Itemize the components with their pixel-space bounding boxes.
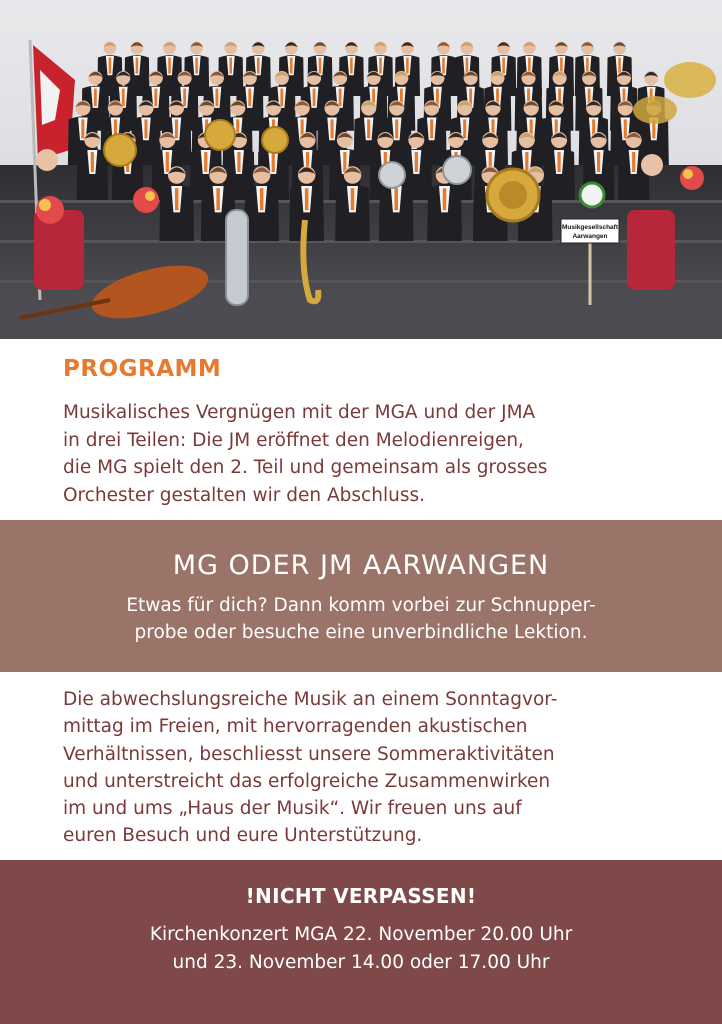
programm-line: Orchester gestalten wir den Abschluss. xyxy=(63,484,425,506)
info-text xyxy=(63,686,663,850)
info-line: und unterstreicht das erfolgreiche Zusammenwirken xyxy=(63,770,551,792)
programm-text xyxy=(63,399,653,509)
cta-heading: !NICHT VERPASSEN! xyxy=(245,884,477,908)
cta-text xyxy=(40,921,682,977)
sign-line-1: Musikgesellschaft xyxy=(562,224,618,231)
programm-heading: PROGRAMM xyxy=(63,356,222,382)
band-photo-illustration xyxy=(0,0,722,339)
cta-line: Kirchenkonzert MGA 22. November 20.00 Uhr xyxy=(149,924,573,945)
info-line: mittag im Freien, mit hervorragenden akustischen xyxy=(63,716,528,738)
info-section xyxy=(0,672,722,860)
recruitment-text xyxy=(60,592,662,646)
info-line: Die abwechslungsreiche Musik an einem Sonntagvor- xyxy=(63,689,558,710)
info-line: euren Besuch und eure Unterstützung. xyxy=(63,825,423,847)
recruitment-banner xyxy=(0,520,722,672)
recruitment-line: Etwas für dich? Dann komm vorbei zur Schnupper- xyxy=(126,595,596,616)
cta-banner xyxy=(0,860,722,1024)
programm-line: die MG spielt den 2. Teil und gemeinsam als grosses xyxy=(63,457,548,478)
programm-line: in drei Teilen: Die JM eröffnet den Melodienreigen, xyxy=(63,429,524,451)
info-line: Verhältnissen, beschliesst unsere Sommeraktivitäten xyxy=(63,743,555,765)
band-group-photo xyxy=(0,0,722,339)
recruitment-line: probe oder besuche eine unverbindliche Lektion. xyxy=(134,622,588,643)
info-line: im und ums „Haus der Musik“. Wir freuen uns auf xyxy=(63,798,522,820)
cta-line: und 23. November 14.00 oder 17.00 Uhr xyxy=(172,952,550,973)
programm-line: Musikalisches Vergnügen mit der MGA und der JMA xyxy=(63,402,536,423)
sign-line-2: Aarwangen xyxy=(572,233,608,240)
programm-section xyxy=(0,339,722,520)
recruitment-heading: MG ODER JM AARWANGEN xyxy=(172,550,550,581)
